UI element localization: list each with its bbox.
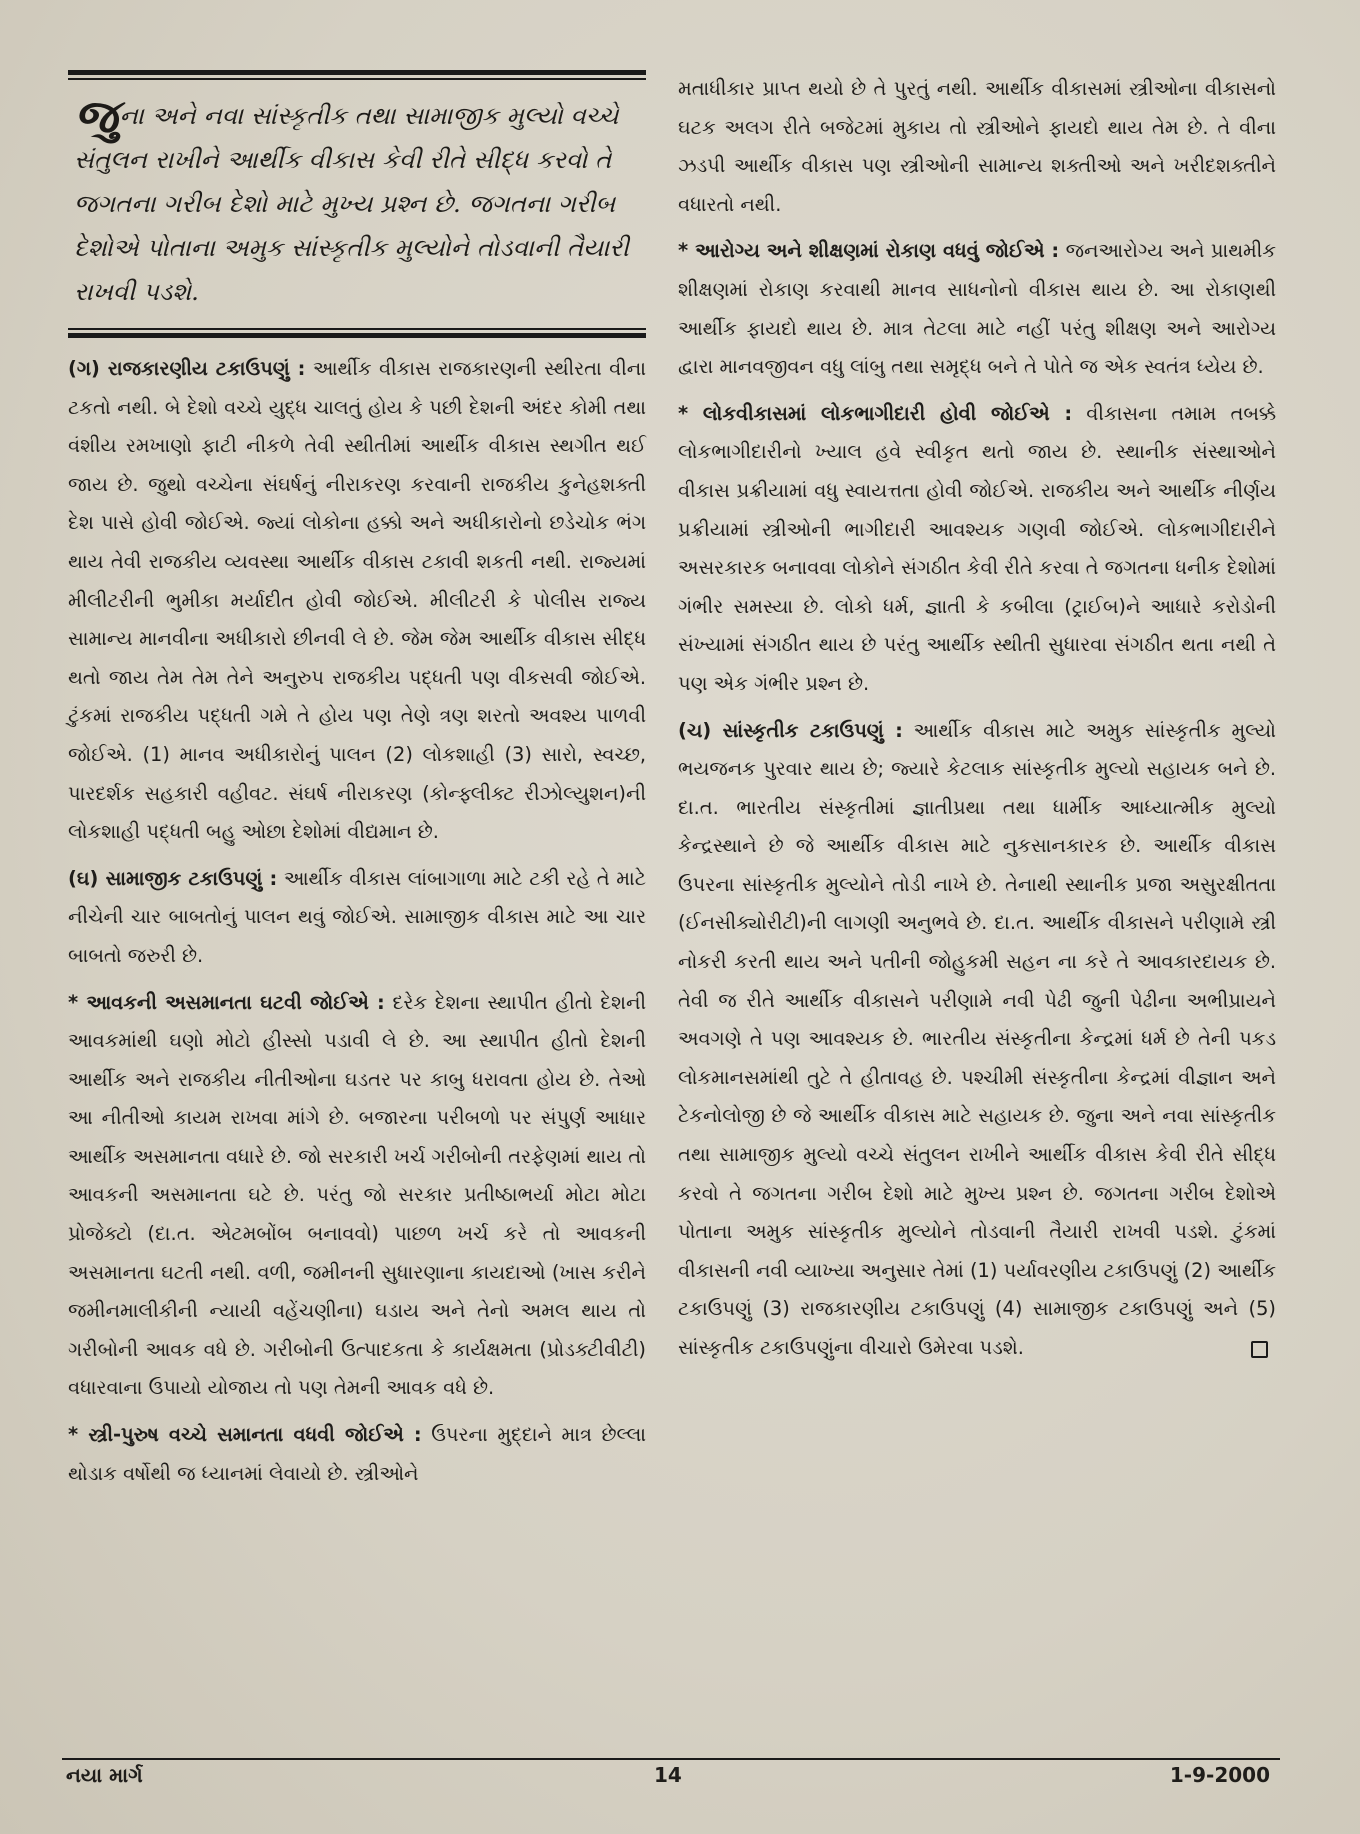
footer-magazine-name: નયા માર્ગ: [66, 1763, 143, 1787]
footer-date: 1-9-2000: [1169, 1763, 1270, 1787]
left-column: [68, 70, 646, 1493]
paragraph-text: જનઆરોગ્ય અને પ્રાથમીક શીક્ષણમાં રોકાણ કરવાથી માનવ સાધનોનો વીકાસ થાય છે. આ રોકાણથી આર્થીક ફાયદો થાય છે. માત્ર તેટલા માટે નહીં પરંતુ શીક્ષણ અને આરોગ્ય દ્વારા માનવજીવન વધુ લાંબુ તથા સમૃદ્ધ બને તે પોતે જ એક સ્વતંત્ર ધ્યેય છે.: [678, 239, 1276, 379]
paragraph-continued: [678, 70, 1276, 224]
paragraph-lead: * લોકવીકાસમાં લોકભાગીદારી હોવી જોઈએ :: [678, 401, 1073, 425]
paragraph-social: [68, 860, 646, 976]
paragraph-political: [68, 350, 646, 852]
paragraph-cultural: [678, 712, 1276, 1368]
paragraph-lead: * સ્ત્રી-પુરુષ વચ્ચે સમાનતા વધવી જોઈએ :: [68, 1423, 422, 1447]
pull-quote-dropcap: જુ: [74, 89, 118, 143]
paragraph-text: વીકાસના તમામ તબક્કે લોકભાગીદારીનો ખ્યાલ હવે સ્વીકૃત થતો જાય છે. સ્થાનીક સંસ્થાઓને વીકાસ પ્રક્રીયામાં વધુ સ્વાયત્તતા હોવી જોઈએ. રાજકીય અને આર્થીક નીર્ણય પ્રક્રીયામાં સ્ત્રીઓની ભાગીદારી આવશ્યક ગણવી જોઈએ. લોકભાગીદારીને અસરકારક બનાવવા લોકોને સંગઠીત કેવી રીતે કરવા તે જગતના ધનીક દેશોમાં ગંભીર સમસ્યા છે. લોકો ધર્મ, જ્ઞાતી કે કબીલા (ટ્રાઈબ)ને આધારે કરોડોની સંખ્યામાં સંગઠીત થાય છે પરંતુ આર્થીક સ્થીતી સુધારવા સંગઠીત થતા નથી તે પણ એક ગંભીર પ્રશ્ન છે.: [678, 401, 1276, 695]
paragraph-income-inequality: [68, 984, 646, 1409]
end-of-article-square-icon: [1251, 1341, 1268, 1358]
paragraph-lead: (ચ) સાંસ્કૃતીક ટકાઉપણું :: [678, 718, 903, 742]
footer-page-number: 14: [654, 1763, 682, 1787]
paragraph-participation: [678, 395, 1276, 704]
paragraph-lead: * આરોગ્ય અને શીક્ષણમાં રોકાણ વધવું જોઈએ :: [678, 239, 1060, 263]
paragraph-text: મતાધીકાર પ્રાપ્ત થયો છે તે પુરતું નથી. આર્થીક વીકાસમાં સ્ત્રીઓના વીકાસનો ઘટક અલગ રીતે બજેટમાં મુકાય તો સ્ત્રીઓને ફાયદો થાય તેમ છે. તે વીના ઝડપી આર્થીક વીકાસ પણ સ્ત્રીઓની સામાન્ય શક્તીઓ અને ખરીદશક્તીને વધારતો નથી.: [678, 77, 1276, 216]
right-column: [678, 70, 1276, 1368]
paragraph-text: દરેક દેશના સ્થાપીત હીતો દેશની આવકમાંથી ઘણો મોટો હીસ્સો પડાવી લે છે. આ સ્થાપીત હીતો દેશની આર્થીક અને રાજકીય નીતીઓના ઘડતર પર કાબુ ધરાવતા હોય છે. તેઓ આ નીતીઓ કાયમ રાખવા માંગે છે. બજારના પરીબળો પર સંપુર્ણ આધાર આર્થીક અસમાનતા વધારે છે. જો સરકારી ખર્ચ ગરીબોની તરફેણમાં થાય તો આવકની અસમાનતા ઘટે છે. પરંતુ જો સરકાર પ્રતીષ્ઠાભર્યા મોટા મોટા પ્રોજેક્ટો (દા.ત. એટમબોંબ બનાવવો) પાછળ ખર્ચ કરે તો આવકની અસમાનતા ઘટતી નથી. વળી, જમીનની સુધારણાના કાયદાઓ (ખાસ કરીને જમીનમાલીકીની ન્યાયી વહેંચણીના) ઘડાય અને તેનો અમલ થાય તો ગરીબોની આવક વધે છે. ગરીબોની ઉત્પાદકતા કે કાર્યક્ષમતા (પ્રોડક્ટીવીટી) વધારવાના ઉપાયો યોજાય તો પણ તેમની આવક વધે છે.: [68, 990, 646, 1400]
paragraph-health-education: [678, 232, 1276, 386]
paragraph-lead: (ઘ) સામાજીક ટકાઉપણું :: [68, 866, 278, 890]
paragraph-text: ઉપરના મુદ્દાને માત્ર છેલ્લા થોડાક વર્ષોથી જ ધ્યાનમાં લેવાયો છે. સ્ત્રીઓને: [68, 1423, 646, 1485]
bottom-rule-thin: [68, 328, 646, 330]
pull-quote-text: ના અને નવા સાંસ્કૃતીક તથા સામાજીક મુલ્યો વચ્ચે સંતુલન રાખીને આર્થીક વીકાસ કેવી રીતે સીદ્ધ કરવો તે જગતના ગરીબ દેશો માટે મુખ્ય પ્રશ્ન છે. જગતના ગરીબ દેશોએ પોતાના અમુક સાંસ્કૃતીક મુલ્યોને તોડવાની તૈયારી રાખવી પડશે.: [74, 101, 629, 306]
footer-rule: [62, 1758, 1280, 1760]
bottom-rule: [68, 333, 646, 338]
paragraph-lead: * આવકની અસમાનતા ઘટવી જોઈએ :: [68, 990, 385, 1014]
paragraph-lead: (ગ) રાજકારણીય ટકાઉપણું :: [68, 357, 306, 380]
paragraph-text: આર્થીક વીકાસ માટે અમુક સાંસ્કૃતીક મુલ્યો ભયજનક પુરવાર થાય છે; જ્યારે કેટલાક સાંસ્કૃતીક મુલ્યો સહાયક બને છે. દા.ત. ભારતીય સંસ્કૃતીમાં જ્ઞાતીપ્રથા તથા ધાર્મીક આધ્યાત્મીક મુલ્યો કેન્દ્રસ્થાને છે જે આર્થીક વીકાસ માટે નુકસાનકારક છે. આર્થીક વીકાસ ઉપરના સાંસ્કૃતીક મુલ્યોને તોડી નાખે છે. તેનાથી સ્થાનીક પ્રજા અસુરક્ષીતતા (ઈનસીક્યોરીટી)ની લાગણી અનુભવે છે. દા.ત. આર્થીક વીકાસને પરીણામે સ્ત્રી નોકરી કરતી થાય અને પતીની જોહુકમી સહન ના કરે તે આવકારદાયક છે. તેવી જ રીતે આર્થીક વીકાસને પરીણામે નવી પેઢી જુની પેઢીના અભીપ્રાયને અવગણે તે પણ આવશ્યક છે. ભારતીય સંસ્કૃતીના કેન્દ્રમાં ધર્મ છે તેની પકડ લોકમાનસમાંથી તુટે તે હીતાવહ છે. પશ્ચીમી સંસ્કૃતીના કેન્દ્રમાં વીજ્ઞાન અને ટેકનોલોજી છે જે આર્થીક વીકાસ માટે સહાયક છે. જુના અને નવા સાંસ્કૃતીક તથા સામાજીક મુલ્યો વચ્ચે સંતુલન રાખીને આર્થીક વીકાસ કેવી રીતે સીદ્ધ કરવો તે જગતના ગરીબ દેશો માટે મુખ્ય પ્રશ્ન છે. જગતના ગરીબ દેશોએ પોતાના અમુક સાંસ્કૃતીક મુલ્યોને તોડવાની તૈયારી રાખવી પડશે. ટુંકમાં વીકાસની નવી વ્યાખ્યા અનુસાર તેમાં (1) પર્યાવરણીય ટકાઉપણું (2) આર્થીક ટકાઉપણું (3) રાજકારણીય ટકાઉપણું (4) સામાજીક ટકાઉપણું અને (5) સાંસ્કૃતીક ટકાઉપણુંના વીચારો ઉમેરવા પડશે.: [678, 718, 1276, 1359]
paragraph-gender-equality: [68, 1416, 646, 1493]
top-rule: [68, 70, 646, 75]
paragraph-text: આર્થીક વીકાસ રાજકારણની સ્થીરતા વીના ટકતો નથી. બે દેશો વચ્ચે યુદ્ધ ચાલતું હોય કે પછી દેશની અંદર કોમી તથા વંશીય રમખાણો ફાટી નીકળે તેવી સ્થીતીમાં આર્થીક વીકાસ સ્થગીત થઈ જાય છે. જુથો વચ્ચેના સંઘર્ષનું નીરાકરણ કરવાની રાજકીય કુનેહશક્તી દેશ પાસે હોવી જોઈએ. જ્યાં લોકોના હક્કો અને અધીકારોનો છડેચોક ભંગ થાય તેવી રાજકીય વ્યવસ્થા આર્થીક વીકાસ ટકાવી શકતી નથી. રાજ્યમાં મીલીટરીની ભુમીકા મર્યાદીત હોવી જોઈએ. મીલીટરી કે પોલીસ રાજ્ય સામાન્ય માનવીના અધીકારો છીનવી લે છે. જેમ જેમ આર્થીક વીકાસ સીદ્ધ થતો જાય તેમ તેમ તેને અનુરુપ રાજકીય પદ્ધતી પણ વીકસવી જોઈએ. ટુંકમાં રાજકીય પદ્ધતી ગમે તે હોય પણ તેણે ત્રણ શરતો અવશ્ય પાળવી જોઈએ. (1) માનવ અધીકારોનું પાલન (2) લોકશાહી (3) સારો, સ્વચ્છ, પારદર્શક સહકારી વહીવટ. સંઘર્ષ નીરાકરણ (કોન્ફ્લીક્ટ રીઝોલ્યુશન)ની લોકશાહી પદ્ધતી બહુ ઓછા દેશોમાં વીદ્યમાન છે.: [68, 357, 646, 844]
paragraph-text: આર્થીક વીકાસ લાંબાગાળા માટે ટકી રહે તે માટે નીચેની ચાર બાબતોનું પાલન થવું જોઈએ. સામાજીક વીકાસ માટે આ ચાર બાબતો જરુરી છે.: [68, 866, 647, 967]
pull-quote: [68, 80, 646, 328]
